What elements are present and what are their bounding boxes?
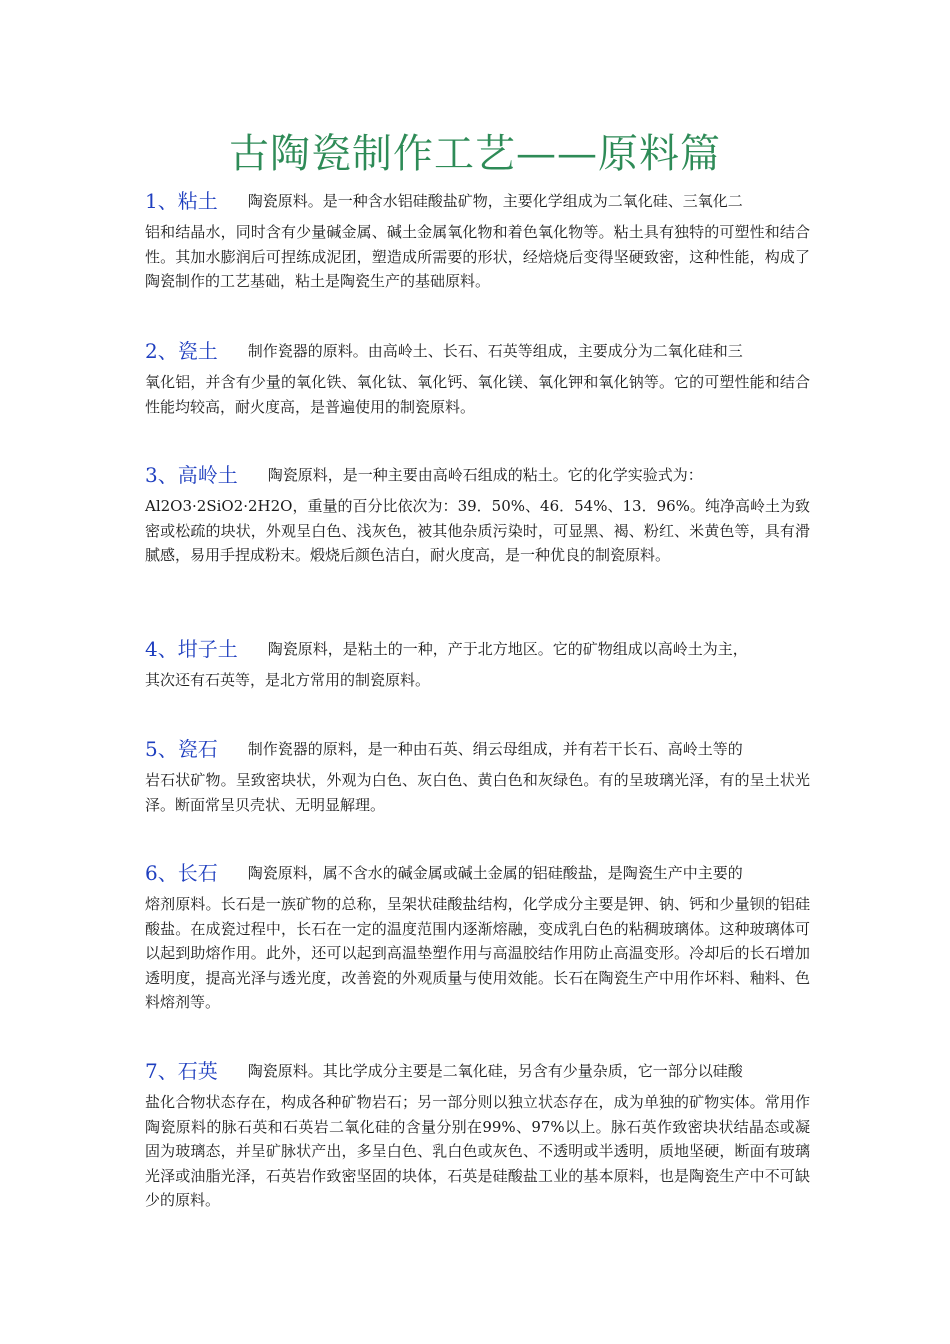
section-body: 熔剂原料。长石是一族矿物的总称，呈架状硅酸盐结构，化学成分主要是钾、钠、钙和少量钡的铝硅酸盐。在成瓷过程中，长石在一定的温度范围内逐渐熔融，变成乳白色的粘稠玻璃体。这种玻璃体可以起到助熔作用。此外，还可以起到高温垫塑作用与高温胶结作用防止高温变形。冷却后的长石增加透明度，提高光泽与透光度，改善瓷的外观质量与使用效能。长石在陶瓷生产中用作坏料、釉料、色料熔剂等。 — [145, 895, 810, 1012]
section-heading: 2、瓷土 — [145, 339, 218, 363]
section-body: 铝和结晶水，同时含有少量碱金属、碱土金属氧化物和着色氧化物等。粘土具有独特的可塑性和结合性。其加水膨润后可捏练成泥团，塑造成所需要的形状，经焙烧后变得坚硬致密，这种性能，构成了陶瓷制作的工艺基础，粘土是陶瓷生产的基础原料。 — [145, 223, 810, 291]
section-heading: 1、粘土 — [145, 189, 218, 213]
section-clay — [145, 186, 810, 294]
section-heading: 3、高岭土 — [145, 463, 238, 487]
section-kaolin — [145, 460, 810, 568]
document-title: 古陶瓷制作工艺——原料篇 — [229, 131, 721, 177]
section-body: Al2O3·2SiO2·2H2O，重量的百分比依次为：39．50%、46．54%、13．96%。纯净高岭土为致密或松疏的块状，外观呈白色、浅灰色，被其他杂质污染时，可显黑、褐、粉红、米黄色等，具有滑腻感，易用手捏成粉末。煅烧后颜色洁白，耐火度高，是一种优良的制瓷原料。 — [145, 497, 810, 565]
section-first-line: 制作瓷器的原料，是一种由石英、绢云母组成，并有若干长石、高岭土等的 — [247, 740, 743, 758]
section-feldspar — [145, 858, 810, 1015]
section-first-line: 陶瓷原料。是一种含水铝硅酸盐矿物，主要化学组成为二氧化硅、三氧化二 — [247, 192, 743, 210]
section-body: 其次还有石英等，是北方常用的制瓷原料。 — [145, 671, 431, 689]
section-heading: 4、坩子土 — [145, 637, 238, 661]
section-body: 岩石状矿物。呈致密块状，外观为白色、灰白色、黄白色和灰绿色。有的呈玻璃光泽，有的呈土状光泽。断面常呈贝壳状、无明显解理。 — [145, 771, 810, 814]
section-porcelain-stone — [145, 734, 810, 817]
section-first-line: 陶瓷原料，是一种主要由高岭石组成的粘土。它的化学实验式为： — [267, 466, 703, 484]
section-body: 氧化铝，并含有少量的氧化铁、氧化钛、氧化钙、氧化镁、氧化钾和氧化钠等。它的可塑性能和结合性能均较高，耐火度高，是普遍使用的制瓷原料。 — [145, 373, 810, 416]
section-first-line: 制作瓷器的原料。由高岭土、长石、石英等组成，主要成分为二氧化硅和三 — [247, 342, 743, 360]
section-body: 盐化合物状态存在，构成各种矿物岩石；另一部分则以独立状态存在，成为单独的矿物实体。常用作陶瓷原料的脉石英和石英岩二氧化硅的含量分别在99%、97%以上。脉石英作致密块状结晶态或凝固为玻璃态，并呈矿脉状产出，多呈白色、乳白色或灰色、不透明或半透明，质地坚硬，断面有玻璃光泽或油脂光泽，石英岩作致密坚固的块体，石英是硅酸盐工业的基本原料，也是陶瓷生产中不可缺少的原料。 — [145, 1093, 810, 1210]
section-heading: 5、瓷石 — [145, 737, 218, 761]
section-heading: 6、长石 — [145, 861, 218, 885]
section-first-line: 陶瓷原料，是粘土的一种，产于北方地区。它的矿物组成以高岭土为主， — [267, 640, 748, 658]
section-quartz — [145, 1056, 810, 1213]
section-ganzi-clay — [145, 634, 810, 693]
section-first-line: 陶瓷原料，属不含水的碱金属或碱土金属的铝硅酸盐，是陶瓷生产中主要的 — [247, 864, 743, 882]
section-first-line: 陶瓷原料。其比学成分主要是二氧化硅，另含有少量杂质，它一部分以硅酸 — [247, 1062, 743, 1080]
section-heading: 7、石英 — [145, 1059, 218, 1083]
section-porcelain-clay — [145, 336, 810, 419]
